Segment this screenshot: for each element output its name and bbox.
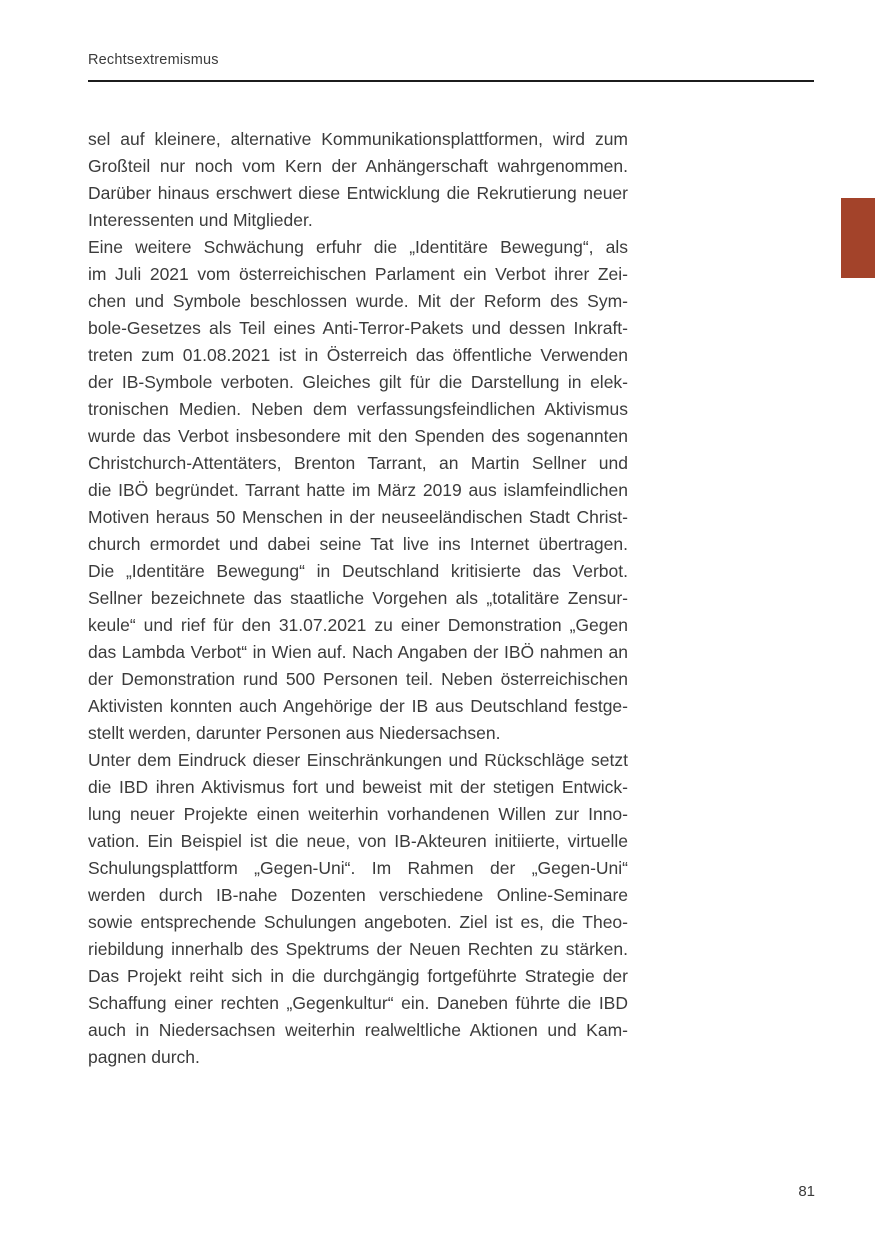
text-line: keule“ und rief für den 31.07.2021 zu einer Demonstration „Gegen bbox=[88, 615, 628, 635]
text-line: der Demonstration rund 500 Personen teil. Neben österreichischen bbox=[88, 669, 628, 689]
text-line: Interessenten und Mitglieder. bbox=[88, 210, 313, 230]
text-line: Aktivisten konnten auch Angehörige der IB aus Deutschland festge- bbox=[88, 696, 628, 716]
text-line: im Juli 2021 vom österreichischen Parlament ein Verbot ihrer Zei- bbox=[88, 264, 628, 284]
header-rule bbox=[88, 80, 814, 82]
text-line: lung neuer Projekte einen weiterhin vorhandenen Willen zur Inno- bbox=[88, 804, 628, 824]
text-line: sowie entsprechende Schulungen angeboten. Ziel ist es, die Theo- bbox=[88, 912, 628, 932]
text-line: church ermordet und dabei seine Tat live ins Internet übertragen. bbox=[88, 534, 628, 554]
text-line: Die „Identitäre Bewegung“ in Deutschland kritisierte das Verbot. bbox=[88, 561, 628, 581]
text-line: Schaffung einer rechten „Gegenkultur“ ein. Daneben führte die IBD bbox=[88, 993, 628, 1013]
text-line: wurde das Verbot insbesondere mit den Spenden des sogenannten bbox=[88, 426, 628, 446]
text-line: pagnen durch. bbox=[88, 1047, 200, 1067]
text-line: der IB-Symbole verboten. Gleiches gilt für die Darstellung in elek- bbox=[88, 372, 628, 392]
text-line: bole-Gesetzes als Teil eines Anti-Terror-Pakets und dessen Inkraft- bbox=[88, 318, 628, 338]
text-line: Unter dem Eindruck dieser Einschränkungen und Rückschläge setzt bbox=[88, 750, 628, 770]
body-text bbox=[88, 126, 628, 1071]
text-line: riebildung innerhalb des Spektrums der Neuen Rechten zu stärken. bbox=[88, 939, 628, 959]
text-line: stellt werden, darunter Personen aus Niedersachsen. bbox=[88, 723, 501, 743]
text-line: die IBD ihren Aktivismus fort und beweist mit der stetigen Entwick- bbox=[88, 777, 628, 797]
text-line: Christchurch-Attentäters, Brenton Tarrant, an Martin Sellner und bbox=[88, 453, 628, 473]
chapter-marker-tab bbox=[841, 198, 875, 278]
text-line: Sellner bezeichnete das staatliche Vorgehen als „totalitäre Zensur- bbox=[88, 588, 628, 608]
text-line: auch in Niedersachsen weiterhin realweltliche Aktionen und Kam- bbox=[88, 1020, 628, 1040]
text-line: Darüber hinaus erschwert diese Entwicklung die Rekrutierung neuer bbox=[88, 183, 628, 203]
text-line: Das Projekt reiht sich in die durchgängig fortgeführte Strategie der bbox=[88, 966, 628, 986]
text-line: chen und Symbole beschlossen wurde. Mit der Reform des Sym- bbox=[88, 291, 628, 311]
text-line: sel auf kleinere, alternative Kommunikationsplattformen, wird zum bbox=[88, 129, 628, 149]
text-line: Großteil nur noch vom Kern der Anhängerschaft wahrgenommen. bbox=[88, 156, 628, 176]
text-line: Eine weitere Schwächung erfuhr die „Identitäre Bewegung“, als bbox=[88, 237, 628, 257]
text-line: Motiven heraus 50 Menschen in der neuseeländischen Stadt Christ- bbox=[88, 507, 628, 527]
running-header: Rechtsextremismus bbox=[88, 52, 219, 68]
text-line: treten zum 01.08.2021 ist in Österreich das öffentliche Verwenden bbox=[88, 345, 628, 365]
text-line: vation. Ein Beispiel ist die neue, von IB-Akteuren initiierte, virtuelle bbox=[88, 831, 628, 851]
text-line: die IBÖ begründet. Tarrant hatte im März 2019 aus islamfeindlichen bbox=[88, 480, 628, 500]
text-line: Schulungsplattform „Gegen-Uni“. Im Rahmen der „Gegen-Uni“ bbox=[88, 858, 628, 878]
text-line: tronischen Medien. Neben dem verfassungsfeindlichen Aktivismus bbox=[88, 399, 628, 419]
page-number: 81 bbox=[798, 1183, 815, 1200]
text-line: das Lambda Verbot“ in Wien auf. Nach Angaben der IBÖ nahmen an bbox=[88, 642, 628, 662]
text-line: werden durch IB-nahe Dozenten verschiedene Online-Seminare bbox=[88, 885, 628, 905]
